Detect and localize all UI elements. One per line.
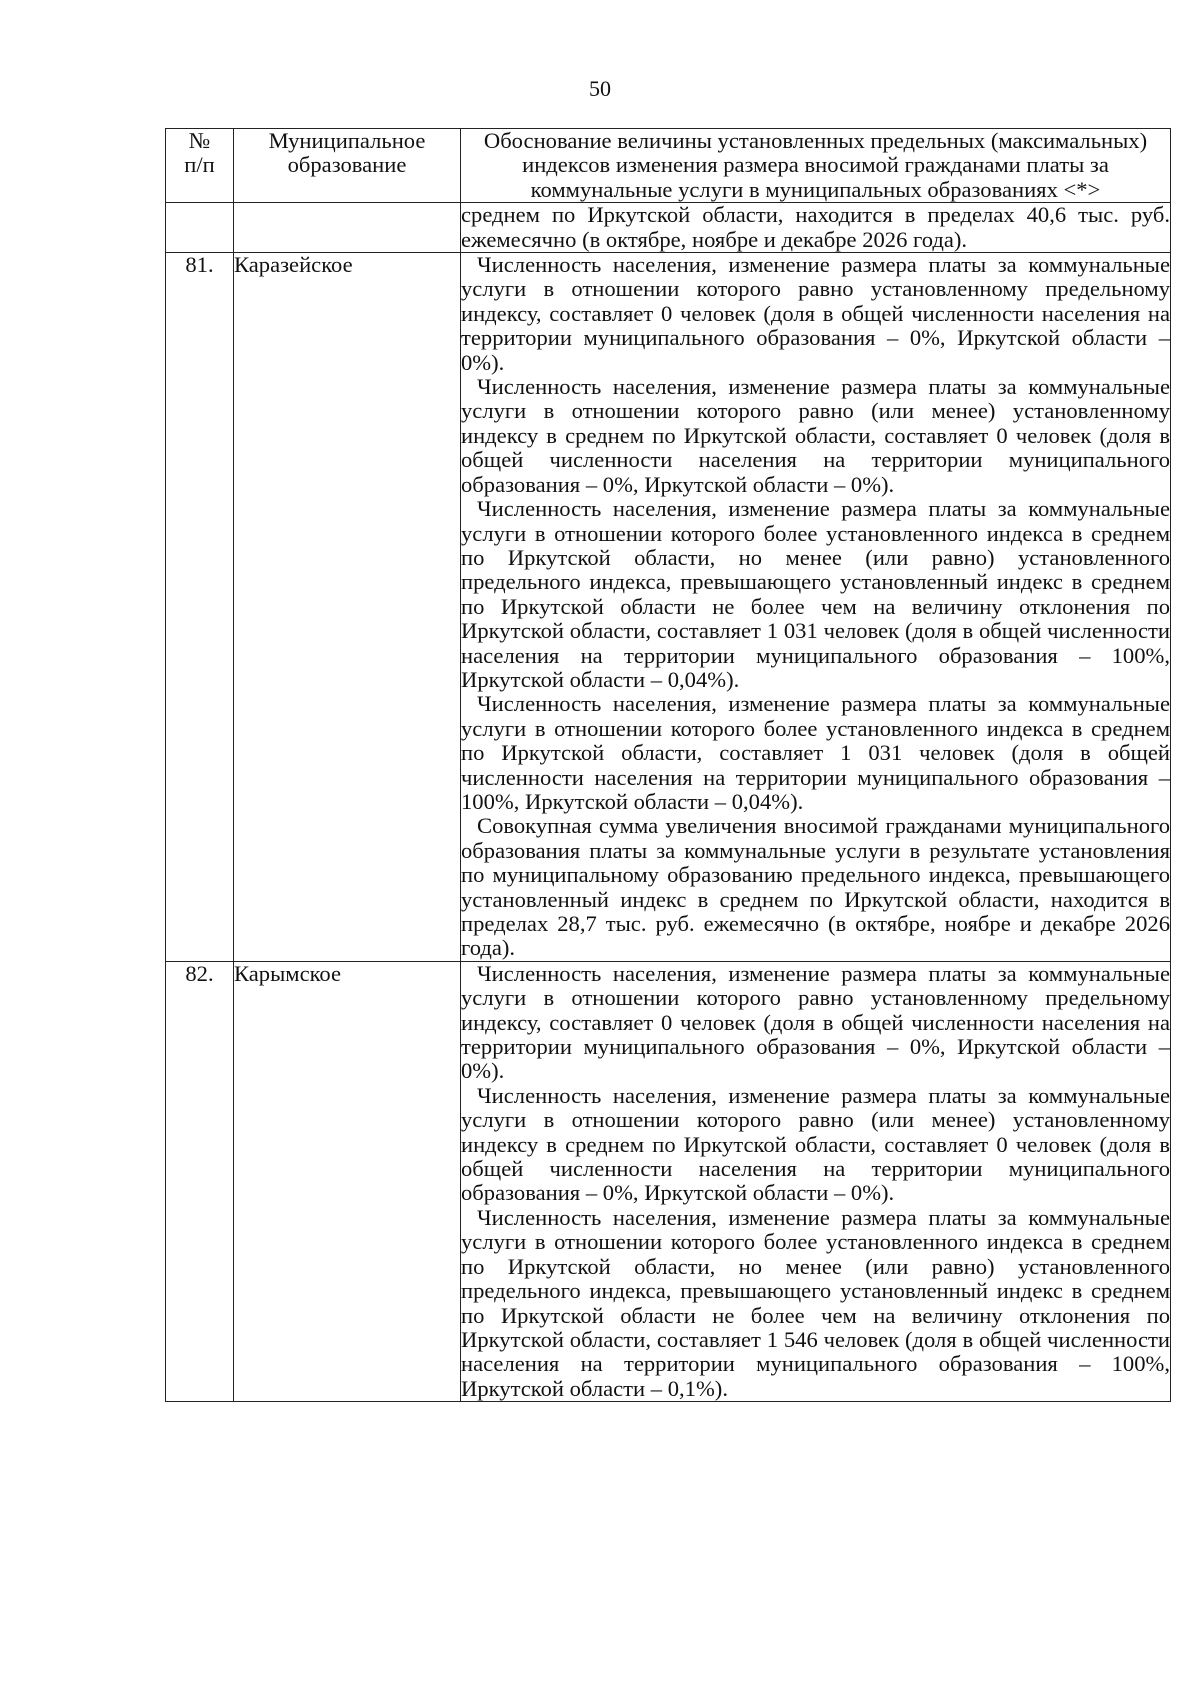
table-header-row: [166, 129, 1171, 203]
municipality-name: Карымское: [234, 961, 461, 1401]
paragraph: Численность населения, изменение размера платы за коммунальные услуги в отношении которого равно установленному предельному индексу, составляет 0 человек (доля в общей численности населения на территории муниципального образования – 0%, Иркутской области – 0%).: [461, 960, 1170, 1084]
row-number: 82.: [166, 961, 234, 1401]
paragraph: Численность населения, изменение размера платы за коммунальные услуги в отношении которого более установленного индекса в среднем по Иркутской области, но менее (или равно) установленного предельного индекса, превышающего установленный индекс в среднем по Иркутской области не более чем на величину отклонения по Иркутской области, составляет 1 031 человек (доля в общей численности населения на территории муниципального образования – 100%, Иркутской области – 0,04%).: [461, 496, 1170, 692]
header-basis: Обоснование величины установленных предельных (максимальных) индексов изменения размера вносимой гражданами платы за коммунальные услуги в муниципальных образованиях <*>: [461, 129, 1171, 203]
paragraph: Численность населения, изменение размера платы за коммунальные услуги в отношении которого равно установленному предельному индексу, составляет 0 человек (доля в общей численности населения на территории муниципального образования – 0%, Иркутской области – 0%).: [461, 252, 1170, 375]
cell-num-empty: [166, 203, 234, 253]
table-row: [166, 961, 1171, 1401]
header-number-line-1: №: [188, 128, 211, 153]
cell-text: [461, 961, 1171, 1401]
header-municipality-line-2: образование: [287, 152, 407, 178]
cell-name-empty: [234, 203, 461, 253]
header-municipality: [234, 129, 461, 203]
continued-paragraph: среднем по Иркутской области, находится в пределах 40,6 тыс. руб. ежемесячно (в октябре, ноябре и декабре 2026 года).: [461, 202, 1170, 252]
municipality-name: Каразейское: [234, 253, 461, 962]
paragraph: Численность населения, изменение размера платы за коммунальные услуги в отношении которого более установленного индекса в среднем по Иркутской области, но менее (или равно) установленного предельного индекса, превышающего установленный индекс в среднем по Иркутской области не более чем на величину отклонения по Иркутской области, составляет 1 546 человек (доля в общей численности населения на территории муниципального образования – 100%, Иркутской области – 0,1%).: [461, 1204, 1170, 1401]
header-municipality-line-1: Муниципальное: [268, 128, 426, 153]
paragraph: Численность населения, изменение размера платы за коммунальные услуги в отношении которого более установленного индекса в среднем по Иркутской области, составляет 1 031 человек (доля в общей численности населения на территории муниципального образования – 100%, Иркутской области – 0,04%).: [461, 691, 1170, 814]
cell-text: [461, 203, 1171, 253]
table-row-continued: [166, 203, 1171, 253]
paragraph: Численность населения, изменение размера платы за коммунальные услуги в отношении которого равно (или менее) установленному индексу в среднем по Иркутской области, составляет 0 человек (доля в общей численности населения на территории муниципального образования – 0%, Иркутской области – 0%).: [461, 1082, 1170, 1206]
municipal-index-table: [165, 128, 1171, 1402]
table-row: [166, 253, 1171, 962]
header-number-line-2: п/п: [184, 152, 215, 178]
cell-text: [461, 253, 1171, 962]
row-number: 81.: [166, 253, 234, 962]
paragraph: Численность населения, изменение размера платы за коммунальные услуги в отношении которого равно (или менее) установленному индексу в среднем по Иркутской области, составляет 0 человек (доля в общей численности населения на территории муниципального образования – 0%, Иркутской области – 0%).: [461, 374, 1170, 497]
page-number: 50: [589, 76, 611, 101]
header-number: [166, 129, 234, 203]
paragraph: Совокупная сумма увеличения вносимой гражданами муниципального образования платы за коммунальные услуги в результате установления по муниципальному образованию предельного индекса, превышающего установленный индекс в среднем по Иркутской области, находится в пределах 28,7 тыс. руб. ежемесячно (в октябре, ноябре и декабре 2026 года).: [461, 813, 1170, 961]
